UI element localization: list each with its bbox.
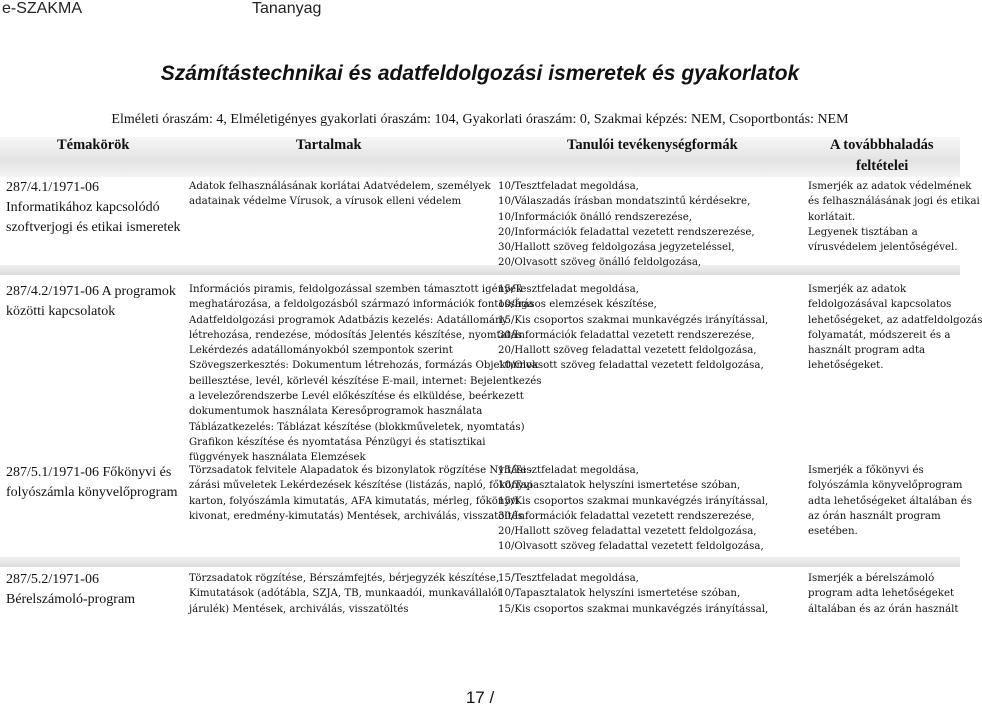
topic-line: közötti kapcsolatok <box>6 304 116 319</box>
progress-line: Legyenek tisztában a <box>808 226 918 238</box>
activity-line: 30/Információk feladattal vezetett rendszerezése, <box>498 329 755 341</box>
activity-line: 20/Információk feladattal vezetett rendszerezése, <box>498 226 755 238</box>
activity-line: 15/Tesztfeladat megoldása, <box>498 284 639 295</box>
activity-line: 15/Tesztfeladat megoldása, <box>498 573 639 584</box>
progress-line: lehetőségeket, az adatfeldolgozás <box>808 314 982 326</box>
content-line: Törzsadatok felvitele Alapadatok és bizonylatok rögzítése Nyitási - <box>189 465 533 476</box>
progress-line: korlátait. <box>808 211 856 223</box>
row-1-activity <box>498 179 755 271</box>
topic-line: 287/4.2/1971-06 A programok <box>6 284 176 299</box>
topic-line: folyószámla könyvelőprogram <box>6 485 178 500</box>
topic-line: szoftverjogi és etikai ismeretek <box>6 220 181 235</box>
activity-line: 30/Információk feladattal vezetett rendszerezése, <box>498 510 755 522</box>
progress-line: folyószámla könyvelőprogram <box>808 480 963 492</box>
row-3-activity <box>498 463 768 555</box>
progress-line: program adta lehetőségeket <box>808 588 955 600</box>
topic-line: Bérelszámoló-program <box>6 592 136 607</box>
content-line: függvények használata Elemzések <box>189 452 366 464</box>
row-separator <box>0 265 960 275</box>
content-line: kivonat, eredmény-kimutatás) Mentések, archiválás, visszatöltés <box>189 510 523 522</box>
row-4-topic <box>6 570 135 610</box>
content-line: járulék) Mentések, archiválás, visszatöltés <box>189 603 409 615</box>
content-line: Adatok felhasználásának korlátai Adatvédelem, személyek <box>189 181 491 192</box>
progress-line: vírusvédelem jelentőségével. <box>808 242 958 254</box>
table-header <box>0 137 960 177</box>
content-line: Lekérdezés adatállományokból szempontok szerint <box>189 345 453 357</box>
activity-line: 15/Kis csoportos szakmai munkavégzés irányítással, <box>498 495 769 507</box>
topic-line: 287/5.2/1971-06 <box>6 572 99 587</box>
activity-line: 20/Hallott szöveg feladattal vezetett feldolgozása, <box>498 345 757 357</box>
header-contents: Tartalmak <box>296 137 362 153</box>
progress-line: adta lehetőségeket általában és <box>808 495 972 507</box>
content-line: beillesztése, levél, körlevél készítése E-mail, internet: Bejelentkezés <box>189 375 542 387</box>
content-line: karton, folyószámla kimutatás, AFA kimutatás, mérleg, főkönyvi <box>189 495 520 507</box>
row-1-progress <box>808 179 980 255</box>
activity-line: 10/Olvasott szöveg feladattal vezetett feldolgozása, <box>498 541 764 553</box>
topic-line: 287/5.1/1971-06 Főkönyvi és <box>6 465 172 480</box>
top-bar <box>0 0 960 20</box>
brand-link[interactable]: e-SZAKMA <box>2 0 83 17</box>
header-progress-line2: feltételei <box>856 158 909 174</box>
row-3-progress <box>808 463 972 539</box>
activity-line: 10/Tesztfeladat megoldása, <box>498 181 639 192</box>
topic-line: Informatikához kapcsolódó <box>6 200 160 215</box>
header-progress-line1: A továbbhaladás <box>830 137 934 153</box>
row-4-progress <box>808 571 959 617</box>
progress-line: folyamatát, módszereit és a <box>808 329 951 341</box>
topic-line: 287/4.1/1971-06 <box>6 180 99 195</box>
activity-line: 15/Tesztfeladat megoldása, <box>498 465 639 476</box>
content-line: dokumentumok használata Keresőprogramok használata <box>189 406 483 418</box>
activity-line: 30/Hallott szöveg feldolgozása jegyzeteléssel, <box>498 242 735 254</box>
row-2-topic <box>6 282 176 322</box>
row-3-topic <box>6 463 177 503</box>
row-2-content <box>189 282 541 466</box>
progress-line: Ismerjék a bérelszámoló <box>808 573 935 584</box>
row-2-progress <box>808 282 982 374</box>
activity-line: 10/Tapasztalatok helyszíni ismertetése szóban, <box>498 588 741 600</box>
row-4-content <box>189 571 501 617</box>
progress-line: Ismerjék az adatok védelmének <box>808 181 972 192</box>
content-line: meghatározása, a feldolgozásból származó információk fontossága <box>189 299 534 311</box>
progress-line: az órán használt program <box>808 510 941 522</box>
content-line: Grafikon készítése és nyomtatása Pénzügyi és statisztikai <box>189 436 486 448</box>
page-subtitle: Elméleti óraszám: 4, Elméletigényes gyakorlati óraszám: 104, Gyakorlati óraszám: 0, Szakmai képzés: NEM, Csoportbontás: NEM <box>111 112 849 127</box>
content-line: Kimutatások (adótábla, SZJA, TB, munkaadói, munkavállalói <box>189 588 501 600</box>
nav-link-tananyag[interactable]: Tananyag <box>252 0 322 17</box>
activity-line: 20/Hallott szöveg feladattal vezetett feldolgozása, <box>498 526 757 538</box>
content-line: Adatfeldolgozási programok Adatbázis kezelés: Adatállomány <box>189 314 508 326</box>
page-number: 17 / <box>465 688 495 707</box>
activity-line: 10/Információk önálló rendszerezése, <box>498 211 693 223</box>
activity-line: 10/Tapasztalatok helyszíni ismertetése szóban, <box>498 480 741 492</box>
row-3-content <box>189 463 533 524</box>
progress-line: használt program adta <box>808 345 926 357</box>
progress-line: és felhasználásának jogi és etikai <box>808 196 980 208</box>
content-line: zárási műveletek Lekérdezések készítése (listázás, napló, főkönyvi <box>189 480 533 492</box>
progress-line: Ismerjék a főkönyvi és <box>808 465 924 476</box>
content-line: adatainak védelme Vírusok, a vírusok elleni védelem <box>189 196 462 208</box>
content-line: létrehozása, rendezése, módosítás Jelentés készítése, nyomtatás <box>189 329 523 341</box>
row-1-content <box>189 179 491 210</box>
progress-line: Ismerjék az adatok <box>808 284 907 295</box>
activity-line: 10/Válaszadás írásban mondatszintű kérdésekre, <box>498 196 751 208</box>
row-separator <box>0 557 960 567</box>
header-activities: Tanulói tevékenységformák <box>567 137 738 153</box>
row-2-activity <box>498 282 768 374</box>
activity-line: 20/Olvasott szöveg önálló feldolgozása, <box>498 257 702 269</box>
content-line: Táblázatkezelés: Táblázat készítése (blokkműveletek, nyomtatás) <box>189 421 525 433</box>
content-line: Információs piramis, feldolgozással szemben támasztott igények <box>189 284 523 295</box>
row-1-topic <box>6 178 181 238</box>
activity-line: 10/Írásos elemzések készítése, <box>498 299 657 311</box>
activity-line: 10/Olvasott szöveg feladattal vezetett feldolgozása, <box>498 360 764 372</box>
progress-line: feldolgozásával kapcsolatos <box>808 299 952 311</box>
content-line: Törzsadatok rögzítése, Bérszámfejtés, bérjegyzék készítése, <box>189 573 500 584</box>
progress-line: lehetőségeket. <box>808 360 884 372</box>
header-topics: Témakörök <box>57 137 130 153</box>
activity-line: 15/Kis csoportos szakmai munkavégzés irányítással, <box>498 603 769 615</box>
content-line: a levelezőrendszerbe Levél előkészítése és elküldése, beérkezett <box>189 391 524 403</box>
progress-line: esetében. <box>808 526 858 538</box>
row-4-activity <box>498 571 768 617</box>
activity-line: 15/Kis csoportos szakmai munkavégzés irányítással, <box>498 314 769 326</box>
content-line: Szövegszerkesztés: Dokumentum létrehozás, formázás Objektumok <box>189 360 539 372</box>
progress-line: általában és az órán használt <box>808 603 959 615</box>
page-title: Számítástechnikai és adatfeldolgozási ismeretek és gyakorlatok <box>160 62 800 85</box>
